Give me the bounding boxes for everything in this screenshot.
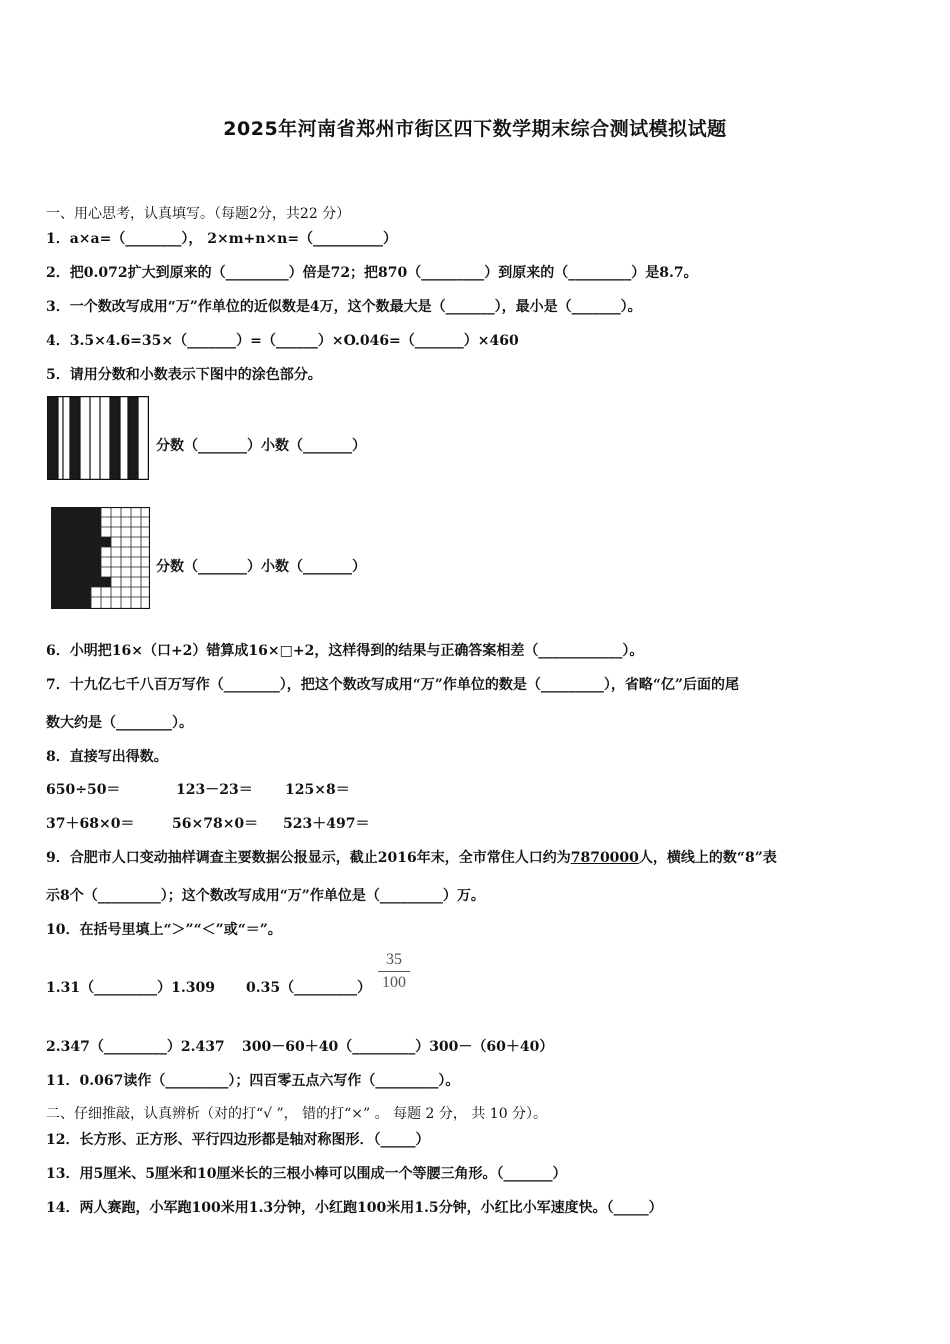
q10-compare-1: 1.31（_________）1.309	[46, 980, 215, 996]
q9-text-a: 9．合肥市人口变动抽样调查主要数据公报显示，截止2016年末，全市常住人口约为	[46, 850, 571, 866]
section-2-heading: 二、仔细推敲，认真辨析（对的打“√ ”， 错的打“×” 。 每题 2 分， 共 10 分）。	[46, 1106, 548, 1122]
question-11: 11．0.067读作（_________）；四百零五点六写作（_________）。	[46, 1073, 460, 1089]
fraction-denominator: 100	[382, 974, 406, 991]
question-7-line-1: 7．十九亿七千八百万写作（________），把这个数改写成用“万”作单位的数是（_________），省略“亿”后面的尾	[46, 677, 739, 693]
question-1: 1．a×a=（________）， 2×m+n×n=（__________）	[46, 231, 398, 247]
question-3: 3．一个数改写成用“万”作单位的近似数是4万，这个数最大是（_______），最小是（_______）。	[46, 299, 642, 315]
q8-item-4: 37＋68×0＝	[46, 816, 135, 832]
fraction-numerator: 35	[386, 951, 402, 968]
section-1-heading: 一、用心思考，认真填写。（每题2分，共22 分）	[46, 206, 351, 222]
q10-compare-3: 2.347（_________）2.437	[46, 1039, 225, 1055]
q9-text-b: 人，横线上的数“8”表	[638, 850, 777, 866]
q8-item-1: 650÷50＝	[46, 782, 121, 798]
fraction-35-100	[378, 951, 410, 992]
figure-stripes	[47, 396, 149, 480]
figure-grid	[51, 507, 150, 609]
figure-1-answer-label: 分数（_______）小数（_______）	[156, 438, 366, 454]
question-5: 5．请用分数和小数表示下图中的涂色部分。	[46, 367, 322, 383]
question-14: 14．两人赛跑，小军跑100米用1.3分钟，小红跑100米用1.5分钟，小红比小军速度快。（_____）	[46, 1200, 663, 1216]
q10-compare-2: 0.35（_________）	[246, 980, 372, 996]
question-9-line-1	[46, 847, 777, 867]
question-4: 4．3.5×4.6=35×（_______）=（______）×O.046=（_______）×460	[46, 333, 519, 349]
q8-item-6: 523＋497＝	[283, 816, 370, 832]
question-10: 10．在括号里填上“＞”“＜”或“＝”。	[46, 922, 282, 938]
question-8: 8．直接写出得数。	[46, 749, 168, 765]
question-9-line-2: 示8个（_________）；这个数改写成用“万”作单位是（_________）万。	[46, 888, 485, 904]
question-7-line-2: 数大约是（________）。	[46, 715, 193, 731]
question-13: 13．用5厘米、5厘米和10厘米长的三根小棒可以围成一个等腰三角形。（_______）	[46, 1166, 567, 1182]
q9-underlined-number: 7870000	[570, 850, 639, 866]
question-12: 12．长方形、正方形、平行四边形都是轴对称图形．（_____）	[46, 1132, 430, 1148]
q8-item-2: 123－23＝	[176, 782, 253, 798]
q10-compare-4: 300－60＋40（_________）300－（60＋40）	[242, 1039, 554, 1055]
q8-item-5: 56×78×0＝	[172, 816, 259, 832]
page-title: 2025年河南省郑州市街区四下数学期末综合测试模拟试题	[223, 118, 727, 140]
figure-2-answer-label: 分数（_______）小数（_______）	[156, 559, 366, 575]
question-6: 6．小明把16×（口+2）错算成16×□+2，这样得到的结果与正确答案相差（____________）。	[46, 643, 644, 659]
question-2: 2．把0.072扩大到原来的（_________）倍是72；把870（_________）到原来的（_________）是8.7。	[46, 265, 698, 281]
q8-item-3: 125×8＝	[285, 782, 350, 798]
